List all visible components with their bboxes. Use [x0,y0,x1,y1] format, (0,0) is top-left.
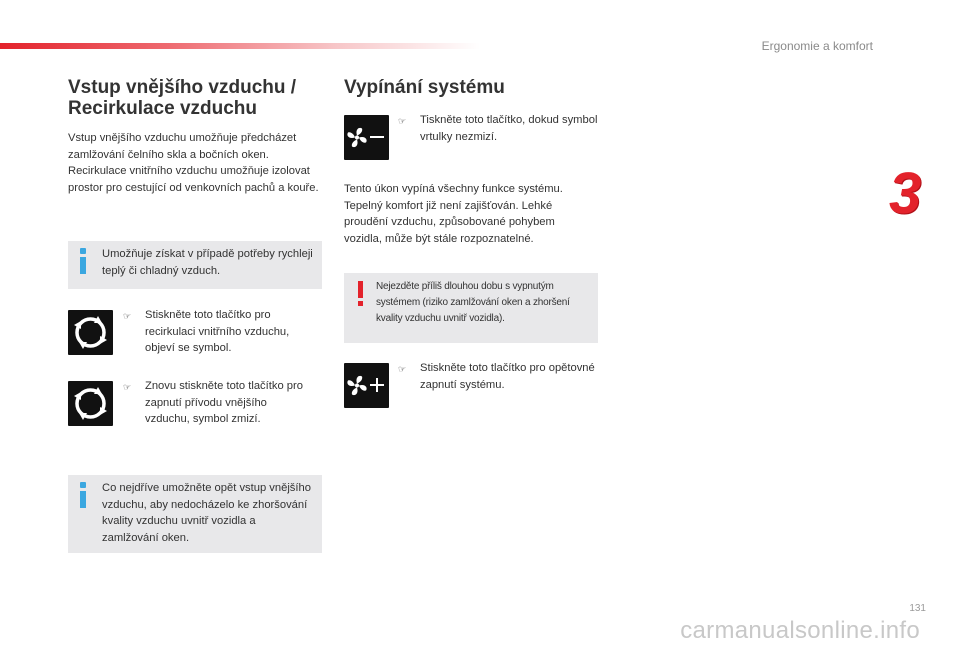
fan-plus-button-icon [344,363,389,408]
chapter-number: 3 [889,161,922,226]
page-number: 131 [909,603,926,614]
info-icon [80,248,86,278]
turn-off-step-text: Tiskněte toto tlačítko, dokud symbol vrtulky nezmizí. [420,114,598,143]
right-paragraph: Tento úkon vypíná všechny funkce systému. Tepelný komfort již není zajišťován. Lehké proudění vzduchu, způsobované pohybem vozidla, může být stále rozpoznatelné. [344,183,563,245]
watermark: carmanualsonline.info [680,617,920,644]
recirculation-button-icon [68,310,113,355]
pointing-hand-icon: ☞ [398,116,407,126]
info-box-2-text: Co nejdříve umožněte opět vstup vnějšího vzduchu, aby nedocházelo ke zhoršování kvality vzduchu uvnitř vozidla a zamlžování oken. [102,482,311,544]
turn-on-step-text: Stiskněte toto tlačítko pro opětovné zapnutí systému. [420,362,595,391]
pointing-hand-icon: ☞ [123,311,132,321]
warning-icon [358,281,364,311]
info-icon [80,482,86,512]
pointing-hand-icon: ☞ [398,364,407,374]
recirculation-step-text: Stiskněte toto tlačítko pro recirkulaci vnitřního vzduchu, objeví se symbol. [145,309,290,354]
warning-box [344,273,598,343]
info-box-1 [68,241,322,289]
recirculation-button-icon [68,381,113,426]
left-heading: Vstup vnějšího vzduchu / Recirkulace vzduchu [68,77,297,119]
left-intro-paragraph: Vstup vnějšího vzduchu umožňuje předcházet zamlžování čelního skla a bočních oken. Recirkulace vnitřního vzduchu umožňuje izolovat prostor pro cestující od venkovních pachů a kouře. [68,132,319,194]
outside-air-step-text: Znovu stiskněte toto tlačítko pro zapnutí přívodu vnějšího vzduchu, symbol zmizí. [145,380,303,425]
top-accent-bar [0,43,480,49]
info-box-2 [68,475,322,553]
section-title: Ergonomie a komfort [761,39,873,53]
warning-box-text: Nejezděte příliš dlouhou dobu s vypnutým systémem (riziko zamlžování oken a zhoršení kvality vzduchu uvnitř vozidla). [376,281,570,324]
fan-minus-button-icon [344,115,389,160]
info-box-1-text: Umožňuje získat v případě potřeby rychleji teplý či chladný vzduch. [102,248,313,277]
pointing-hand-icon: ☞ [123,382,132,392]
right-heading: Vypínání systému [344,77,505,98]
